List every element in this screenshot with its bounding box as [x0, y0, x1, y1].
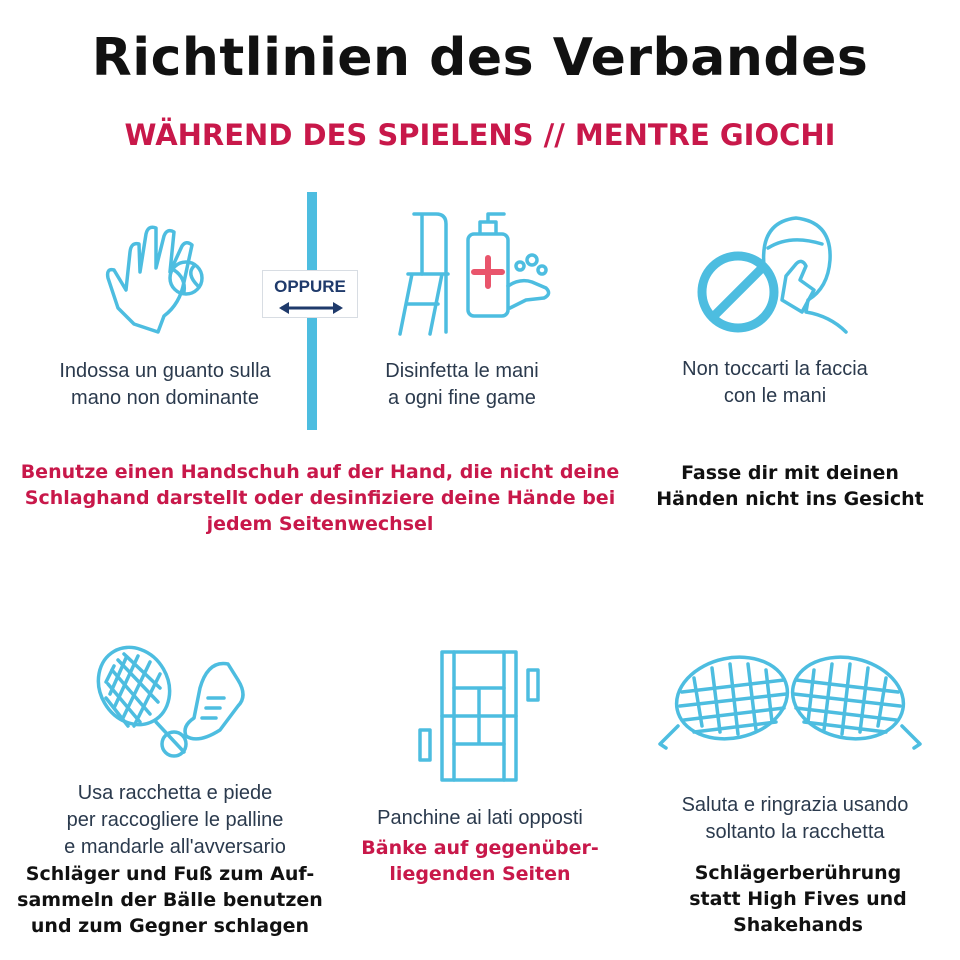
caption-line: Disinfetta le mani: [385, 360, 539, 382]
caption-line: e mandarle all'avversario: [64, 836, 286, 858]
caption-line: Schlägerberührung: [694, 862, 902, 884]
caption-line: soltanto la racchetta: [705, 821, 885, 843]
rule-4-caption-de: [5, 861, 335, 939]
caption-line: con le mani: [723, 385, 827, 407]
rule-3-caption-de: [640, 460, 940, 512]
double-arrow-icon: [277, 301, 345, 315]
caption-line: sammeln der Bälle benutzen: [17, 889, 323, 911]
page-title: Richtlinien des Verbandes: [91, 28, 869, 88]
caption-line: Bänke auf gegenüber-: [361, 837, 599, 859]
caption-line: Schläger und Fuß zum Auf-: [25, 863, 315, 885]
caption-line: Panchine ai lati opposti: [377, 807, 583, 829]
or-separator-label: OPPURE: [274, 277, 346, 296]
caption-line: liegenden Seiten: [389, 863, 571, 885]
rule-5-caption-de: [345, 835, 615, 887]
rule-5-caption-it: [355, 805, 605, 832]
caption-line: a ogni fine game: [388, 387, 536, 409]
caption-line: Fasse dir mit deinen: [681, 462, 899, 484]
no-touch-face-icon: [690, 204, 860, 340]
caption-line: Händen nicht ins Gesicht: [656, 488, 924, 510]
rule-1-caption-it: [40, 358, 290, 412]
caption-line: jedem Seitenwechsel: [206, 513, 434, 535]
chair-and-sanitizer-icon: [392, 204, 562, 344]
caption-line: Saluta e ringrazia usando: [681, 794, 909, 816]
rule-3-caption-it: [650, 356, 900, 410]
caption-line: Benutze einen Handschuh auf der Hand, die nicht deine: [20, 461, 620, 483]
caption-line: Non toccarti la faccia: [682, 358, 868, 380]
rule-4-caption-it: [25, 780, 325, 861]
racket-and-foot-icon: [88, 640, 258, 760]
glove-hand-icon: [100, 212, 240, 342]
caption-line: Schlaghand darstellt oder desinfiziere deine Hände bei: [24, 487, 616, 509]
page-subtitle: WÄHREND DES SPIELENS // MENTRE GIOCHI: [124, 118, 836, 152]
caption-line: Usa racchetta e piede: [77, 782, 273, 804]
rule-1-2-caption-de: [10, 459, 630, 537]
rule-6-caption-de: [650, 860, 946, 938]
caption-line: Shakehands: [733, 914, 863, 936]
two-rackets-icon: [654, 648, 926, 758]
court-benches-icon: [410, 646, 550, 786]
caption-line: per raccogliere le palline: [66, 809, 284, 831]
caption-line: und zum Gegner schlagen: [30, 915, 310, 937]
rule-2-caption-it: [352, 358, 572, 412]
or-separator-badge: [262, 270, 358, 318]
caption-line: statt High Fives und: [689, 888, 907, 910]
caption-line: Indossa un guanto sulla: [59, 360, 271, 382]
rule-6-caption-it: [650, 792, 940, 846]
caption-line: mano non dominante: [71, 387, 259, 409]
